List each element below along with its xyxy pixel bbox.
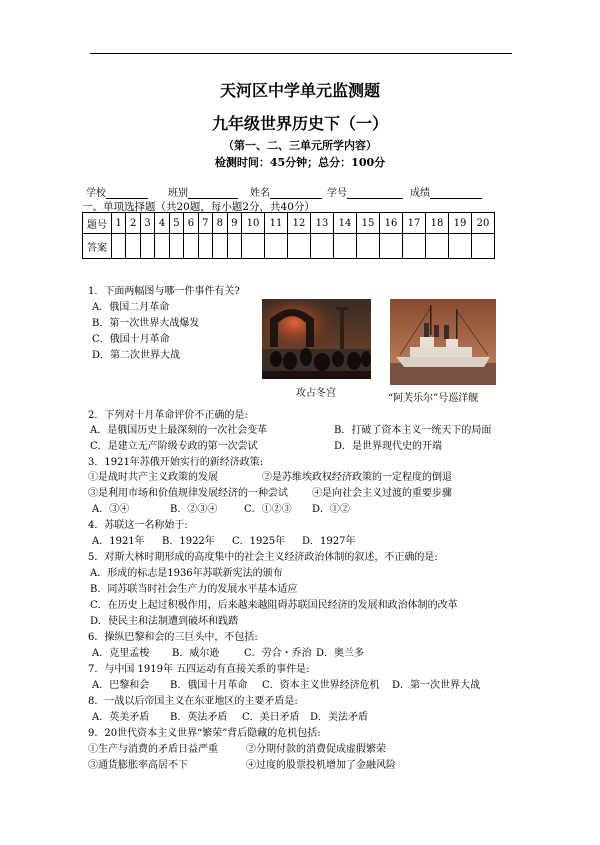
q2-option-b: B．打破了资本主义一统天下的局面 (334, 425, 492, 436)
q-number-cell: 7 (198, 213, 212, 234)
score-blank[interactable] (430, 188, 482, 199)
q9-statement-2: ②分期付款的消费促成虚假繁荣 (246, 744, 386, 755)
q6-option-b: B．威尔逊 (172, 648, 220, 659)
class-blank[interactable] (188, 188, 238, 199)
q-number-cell: 8 (213, 213, 227, 234)
q8-stem: 8．一战以后帝国主义在东亚地区的主要矛盾是: (88, 696, 298, 707)
q-number-cell: 2 (126, 213, 140, 234)
page-subtitle: 九年级世界历史下（一） (211, 114, 388, 133)
aurora-cruiser-image (390, 299, 496, 385)
q4-stem: 4．苏联这一名称始于: (88, 520, 188, 531)
q-number-cell: 9 (227, 213, 242, 234)
q9-stem: 9．20世代资本主义世界“繁荣”背后隐藏的危机包括: (88, 728, 321, 739)
answer-cell[interactable] (311, 234, 334, 259)
q5-option-b: B．同苏联当时社会生产力的发展水平基本适应 (90, 584, 298, 595)
q4-option-d: D．1927年 (302, 536, 356, 547)
q-number-cell: 13 (311, 213, 334, 234)
exam-scope: （第一、二、三单元所学内容） (223, 139, 377, 152)
answer-cell[interactable] (265, 234, 288, 259)
q8-option-a: A．英美矛盾 (92, 712, 150, 723)
answer-cell[interactable] (357, 234, 380, 259)
q3-option-c: C．①②③ (244, 504, 292, 515)
q4-option-c: C．1925年 (232, 536, 286, 547)
section-heading: 一、单项选择题（共20题，每小题2分，共40分） (82, 201, 315, 213)
answer-table-number-row (83, 213, 495, 234)
number-label: 学号 (327, 188, 347, 199)
answer-table-answer-row (83, 234, 495, 259)
winter-palace-image (262, 299, 371, 379)
q3-statement-2: ②是苏维埃政权经济政策的一定程度的倒退 (262, 472, 452, 483)
answer-cell[interactable] (112, 234, 126, 259)
q3-statement-4: ④是向社会主义过渡的重要步骤 (312, 488, 452, 499)
q-number-cell: 6 (184, 213, 198, 234)
answer-cell[interactable] (155, 234, 169, 259)
class-label: 班别 (168, 188, 188, 199)
q5-option-c: C．在历史上起过积极作用，后来越来越阻碍苏联国民经济的发展和政治体制的改革 (90, 600, 458, 611)
q8-option-d: D．美法矛盾 (310, 712, 369, 723)
q8-option-b: B．英法矛盾 (170, 712, 228, 723)
winter-palace-caption: 攻占冬宫 (296, 388, 336, 399)
answer-cell[interactable] (184, 234, 198, 259)
score-label: 成绩 (410, 188, 430, 199)
answer-table (82, 212, 495, 259)
q6-option-a: A．克里孟梭 (92, 648, 150, 659)
answer-cell[interactable] (426, 234, 449, 259)
q-number-cell: 5 (169, 213, 183, 234)
q7-option-c: C．资本主义世界经济危机 (262, 680, 380, 691)
q-number-cell: 19 (449, 213, 472, 234)
q2-stem: 2．下列对十月革命评价不正确的是: (88, 410, 248, 421)
answer-cell[interactable] (140, 234, 154, 259)
number-blank[interactable] (347, 188, 403, 199)
name-blank[interactable] (270, 188, 322, 199)
page-title: 天河区中学单元监测题 (219, 81, 380, 100)
q3-option-d: D．①② (312, 504, 351, 515)
q3-statement-3: ③是利用市场和价值规律发展经济的一种尝试 (88, 488, 288, 499)
q2-option-c: C．是建立无产阶级专政的第一次尝试 (90, 441, 258, 452)
q1-stem: 1．下面两幅图与哪一件事件有关? (88, 286, 240, 297)
q3-option-a: A．③④ (92, 504, 130, 515)
q5-option-a: A．形成的标志是1936年苏联新宪法的颁布 (90, 568, 283, 579)
q-number-cell: 20 (472, 213, 495, 234)
q8-option-c: C．美日矛盾 (242, 712, 300, 723)
q6-option-d: D．奥兰多 (316, 648, 365, 659)
exam-info: 检测时间：45分钟；总分：100分 (214, 156, 386, 169)
answer-cell[interactable] (472, 234, 495, 259)
school-field (86, 184, 148, 199)
q-number-cell: 1 (112, 213, 126, 234)
q-number-cell: 12 (288, 213, 311, 234)
name-field (250, 184, 322, 199)
answer-cell[interactable] (403, 234, 426, 259)
q2-option-a: A．是俄国历史上最深刻的一次社会变革 (90, 425, 268, 436)
number-field (327, 184, 403, 199)
q9-statement-1: ①生产与消费的矛盾日益严重 (88, 744, 218, 755)
score-field (410, 184, 482, 199)
q7-stem: 7．与中国 1919年 五四运动有直接关系的事件是: (88, 664, 310, 675)
answer-cell[interactable] (288, 234, 311, 259)
answer-cell[interactable] (449, 234, 472, 259)
q-number-cell: 17 (403, 213, 426, 234)
q-number-cell: 18 (426, 213, 449, 234)
q1-option-c: C．俄国十月革命 (92, 334, 170, 345)
answer-cell[interactable] (126, 234, 140, 259)
q9-statement-4: ④过度的股票投机增加了金融风险 (246, 760, 396, 771)
q-number-cell: 16 (380, 213, 403, 234)
answer-cell[interactable] (334, 234, 357, 259)
q5-stem: 5．对斯大林时期形成的高度集中的社会主义经济政治体制的叙述，不正确的是: (88, 552, 438, 563)
q1-option-d: D．第二次世界大战 (92, 350, 181, 361)
q7-option-d: D．第一次世界大战 (392, 680, 481, 691)
q3-stem: 3．1921年苏俄开始实行的新经济政策: (88, 457, 264, 468)
q6-stem: 6．操纵巴黎和会的三巨头中，不包括: (88, 632, 258, 643)
answer-cell[interactable] (213, 234, 227, 259)
q-number-cell: 10 (242, 213, 265, 234)
q7-option-b: B．俄国十月革命 (170, 680, 248, 691)
q4-option-b: B．1922年 (162, 536, 215, 547)
school-blank[interactable] (106, 188, 148, 199)
school-label: 学校 (86, 188, 106, 199)
answer-cell[interactable] (198, 234, 212, 259)
q4-option-a: A．1921年 (92, 536, 145, 547)
name-label: 姓名 (250, 188, 270, 199)
answer-cell[interactable] (242, 234, 265, 259)
q3-option-b: B．②③④ (170, 504, 218, 515)
q9-statement-3: ③通货膨胀率高居不下 (88, 760, 188, 771)
row-label-answer: 答案 (83, 234, 112, 259)
q6-option-c: C．劳合・乔治 (244, 648, 312, 659)
q3-statement-1: ①是战时共产主义政策的发展 (88, 472, 218, 483)
q5-option-d: D．使民主和法制遭到破坏和践踏 (90, 616, 239, 627)
q-number-cell: 14 (334, 213, 357, 234)
aurora-caption: “阿芙乐尔”号巡洋舰 (388, 393, 479, 404)
row-label-number: 题号 (83, 213, 112, 234)
q-number-cell: 3 (140, 213, 154, 234)
q-number-cell: 11 (265, 213, 288, 234)
q2-option-d: D．是世界现代史的开端 (334, 441, 443, 452)
q7-option-a: A．巴黎和会 (92, 680, 150, 691)
answer-cell[interactable] (380, 234, 403, 259)
answer-cell[interactable] (227, 234, 242, 259)
q-number-cell: 15 (357, 213, 380, 234)
q-number-cell: 4 (155, 213, 169, 234)
q1-option-b: B．第一次世界大战爆发 (92, 318, 200, 329)
class-field (168, 184, 238, 199)
q1-option-a: A．俄国二月革命 (92, 302, 170, 313)
top-rule (90, 53, 512, 54)
answer-cell[interactable] (169, 234, 183, 259)
